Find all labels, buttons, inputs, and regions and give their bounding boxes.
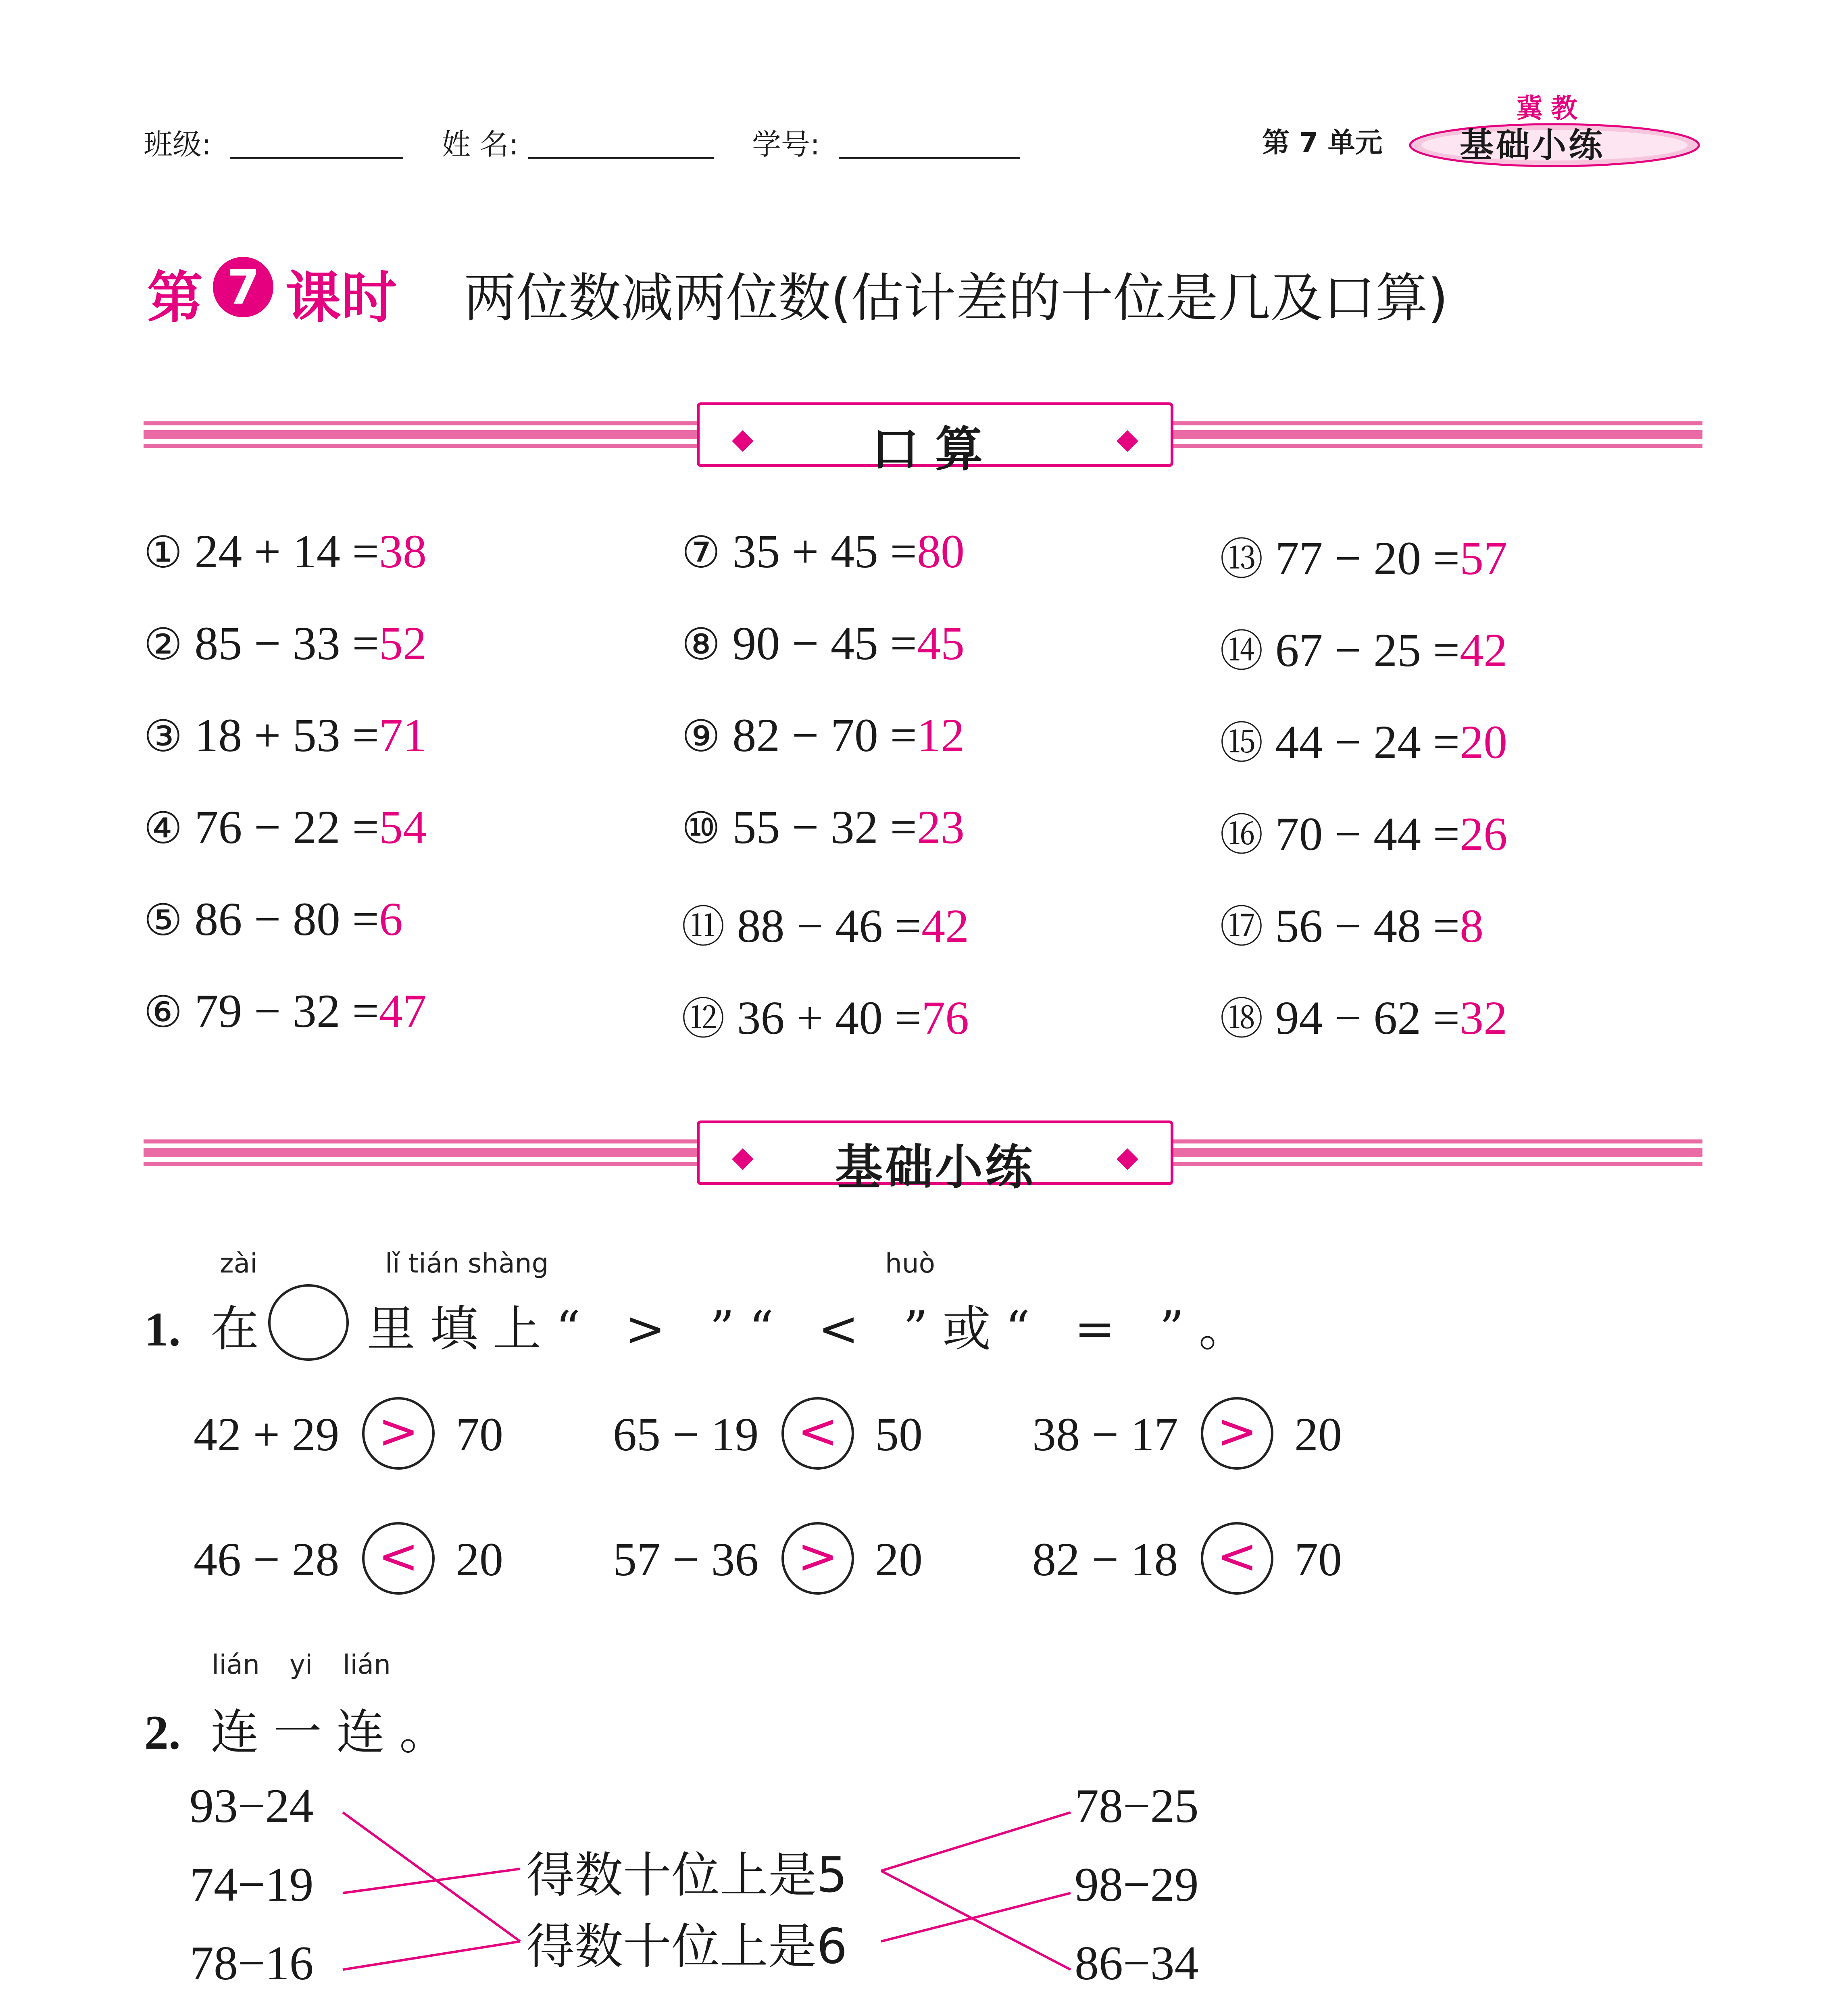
expression: 79 − 32 = (194, 985, 379, 1037)
match-line (881, 1812, 1071, 1871)
item-number: ⑩ (681, 803, 721, 854)
compare-answer-circle[interactable]: < (1201, 1522, 1273, 1595)
compare-answer-circle[interactable]: < (781, 1397, 854, 1470)
q2-pinyin: lián (343, 1649, 391, 1680)
answer[interactable]: 12 (917, 709, 965, 762)
item-number: ⑪ (681, 902, 725, 952)
item-number: ⑰ (1220, 902, 1264, 952)
expression: 18 + 53 = (194, 709, 379, 762)
expression: 76 − 22 = (194, 801, 379, 854)
q2-left-item[interactable]: 93−24 (190, 1779, 314, 1833)
answer[interactable]: 76 (921, 991, 969, 1044)
item-number: ⑨ (681, 711, 721, 762)
answer[interactable]: 8 (1460, 900, 1484, 952)
answer[interactable]: 23 (917, 801, 965, 854)
match-line (881, 1871, 1071, 1970)
diamond-icon: ◆ (1117, 424, 1138, 455)
q2-middle-item[interactable]: 得数十位上是6 (526, 1919, 848, 1975)
id-label: 学号: (752, 127, 820, 161)
answer[interactable]: 20 (1460, 716, 1508, 768)
q2-middle-item[interactable]: 得数十位上是5 (526, 1847, 848, 1904)
compare-answer-circle[interactable]: > (362, 1397, 435, 1470)
item-number: ② (144, 619, 183, 670)
answer[interactable]: 6 (379, 893, 403, 946)
q2-number: 2. (144, 1706, 181, 1759)
item-number: ⑯ (1220, 810, 1264, 860)
diamond-icon: ◆ (732, 1142, 754, 1173)
compare-left: 57 − 36 (613, 1533, 759, 1586)
match-line (343, 1812, 520, 1941)
compare-right: 20 (875, 1533, 923, 1586)
lesson-suffix: 课时 (285, 265, 397, 330)
answer[interactable]: 38 (379, 525, 427, 578)
compare-answer-circle[interactable]: > (781, 1522, 854, 1595)
expression: 82 − 70 = (732, 709, 917, 762)
q2-left-item[interactable]: 74−19 (190, 1858, 314, 1911)
compare-right: 20 (1294, 1408, 1342, 1461)
expression: 35 + 45 = (732, 525, 917, 578)
name-label: 姓 名: (442, 127, 519, 161)
section-title-oral: 口算 (871, 421, 999, 477)
answer[interactable]: 57 (1460, 532, 1508, 585)
compare-answer-circle[interactable]: < (362, 1522, 435, 1595)
expression: 88 − 46 = (737, 900, 922, 952)
answer[interactable]: 54 (379, 801, 427, 854)
item-number: ⑬ (1220, 534, 1264, 585)
lesson-number-badge: 7 (213, 257, 273, 317)
answer[interactable]: 47 (379, 985, 427, 1037)
q1-pinyin: lǐ tián shàng (385, 1248, 549, 1279)
match-line (343, 1941, 520, 1970)
item-number: ⑱ (1220, 994, 1264, 1044)
brand-publisher: 冀教 (1516, 93, 1586, 124)
q2-right-item[interactable]: 78−25 (1075, 1779, 1199, 1833)
item-number: ⑤ (144, 895, 183, 946)
compare-left: 42 + 29 (194, 1408, 340, 1461)
q2-right-item[interactable]: 86−34 (1075, 1936, 1199, 1990)
match-line (343, 1869, 520, 1893)
expression: 85 − 33 = (194, 617, 379, 670)
expression: 44 − 24 = (1275, 716, 1460, 768)
compare-right: 20 (456, 1533, 503, 1586)
compare-right: 70 (456, 1408, 503, 1461)
diamond-icon: ◆ (1117, 1142, 1138, 1173)
q2-left-item[interactable]: 78−16 (190, 1936, 314, 1990)
q2-right-item[interactable]: 98−29 (1075, 1858, 1199, 1911)
class-label: 班级: (144, 127, 212, 161)
expression: 90 − 45 = (732, 617, 917, 670)
lesson-prefix: 第 (147, 265, 203, 330)
answer[interactable]: 42 (921, 900, 969, 952)
q1-pinyin: huò (885, 1248, 936, 1279)
match-line (881, 1893, 1071, 1941)
expression: 70 − 44 = (1275, 808, 1460, 860)
compare-left: 82 − 18 (1032, 1533, 1178, 1586)
item-number: ③ (144, 711, 183, 762)
q1-pinyin: zài (220, 1248, 258, 1279)
item-number: ⑭ (1220, 626, 1264, 677)
item-number: ⑦ (681, 527, 721, 578)
compare-answer-circle[interactable]: > (1201, 1397, 1273, 1470)
expression: 86 − 80 = (194, 893, 379, 946)
item-number: ⑫ (681, 994, 725, 1044)
item-number: ④ (144, 803, 183, 854)
diamond-icon: ◆ (732, 424, 754, 455)
expression: 67 − 25 = (1275, 624, 1460, 677)
answer[interactable]: 45 (917, 617, 965, 670)
brand-name: 基础小练 (1460, 125, 1605, 165)
section-title-basic: 基础小练 (835, 1139, 1035, 1195)
expression: 24 + 14 = (194, 525, 379, 578)
compare-left: 46 − 28 (194, 1533, 340, 1586)
expression: 36 + 40 = (737, 991, 922, 1044)
q1-text-b: 里填上“ > ”“ < ”或“ = ”。 (367, 1301, 1262, 1357)
answer[interactable]: 32 (1460, 991, 1508, 1044)
answer[interactable]: 71 (379, 709, 427, 762)
expression: 94 − 62 = (1275, 991, 1460, 1044)
q2-pinyin: lián (212, 1649, 260, 1680)
answer[interactable]: 80 (917, 525, 965, 578)
compare-right: 50 (875, 1408, 923, 1461)
item-number: ⑥ (144, 987, 183, 1037)
compare-right: 70 (1294, 1533, 1342, 1586)
lesson-title: 两位数减两位数(估计差的十位是几及口算) (464, 267, 1448, 329)
answer[interactable]: 52 (379, 617, 427, 670)
q1-number: 1. (144, 1302, 181, 1356)
item-number: ⑧ (681, 619, 721, 670)
compare-left: 65 − 19 (613, 1408, 759, 1461)
item-number: ① (144, 527, 183, 578)
expression: 55 − 32 = (732, 801, 917, 854)
q2-pinyin: yi (290, 1649, 313, 1680)
compare-left: 38 − 17 (1032, 1408, 1178, 1461)
unit-label: 第 7 单元 (1262, 127, 1383, 159)
answer[interactable]: 26 (1460, 808, 1508, 860)
answer[interactable]: 42 (1460, 624, 1508, 677)
q2-text: 连一连。 (210, 1704, 463, 1760)
item-number: ⑮ (1220, 718, 1264, 768)
expression: 56 − 48 = (1275, 900, 1460, 952)
expression: 77 − 20 = (1275, 532, 1460, 585)
q1-text-a: 在 (210, 1301, 274, 1357)
